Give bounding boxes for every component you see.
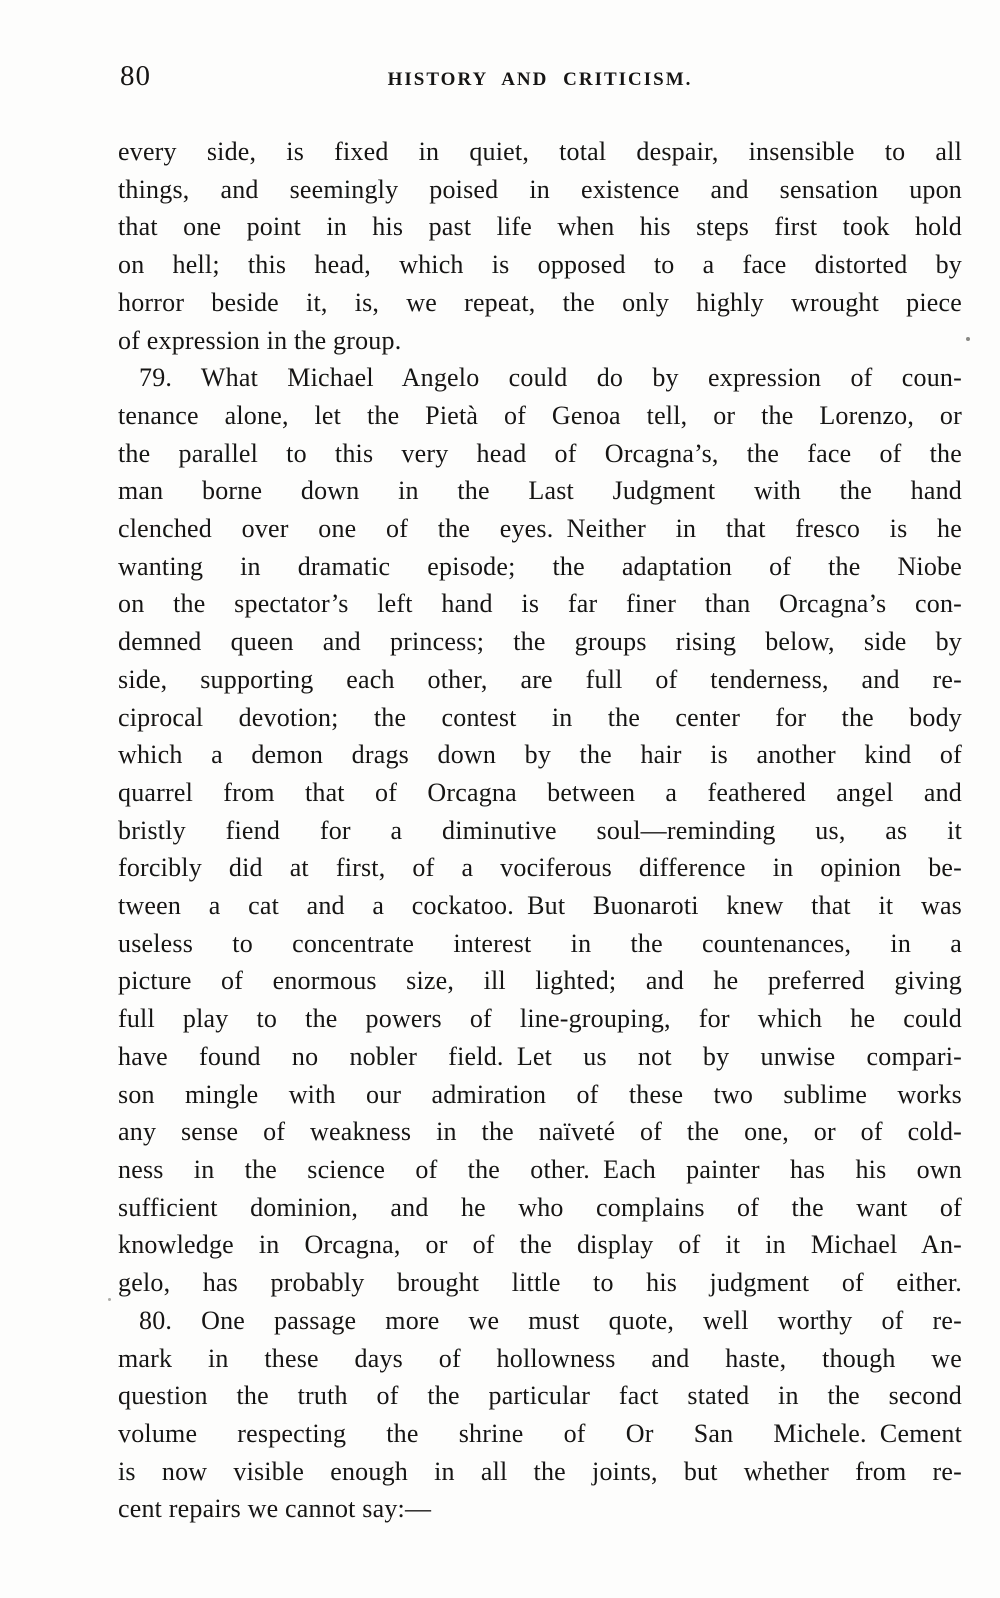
paragraph — [118, 133, 962, 359]
scan-speck — [966, 337, 970, 341]
text-line: son mingle with our admiration of these two sublime works — [118, 1079, 962, 1109]
text-line: on hell; this head, which is opposed to a face distorted by — [118, 250, 962, 280]
text-line: demned queen and princess; the groups rising below, side by — [118, 627, 962, 657]
text-line: man borne down in the Last Judgment with the hand — [118, 476, 962, 506]
text-line: horror beside it, is, we repeat, the only highly wrought piece — [118, 287, 962, 317]
running-head: HISTORY AND CRITICISM. — [387, 69, 693, 90]
text-line: question the truth of the particular fact stated in the second — [118, 1381, 962, 1411]
text-line: which a demon drags down by the hair is another kind of — [118, 740, 962, 770]
text-line: tween a cat and a cockatoo. But Buonaroti knew that it was — [118, 891, 962, 921]
text-line: on the spectator’s left hand is far finer than Orcagna’s con- — [118, 589, 962, 619]
page-number: 80 — [120, 60, 151, 92]
text-line: wanting in dramatic episode; the adaptation of the Niobe — [118, 551, 962, 581]
text-line: that one point in his past life when his steps first took hold — [118, 212, 962, 242]
paragraph — [118, 1302, 962, 1528]
text-line: ciprocal devotion; the contest in the center for the body — [118, 702, 962, 732]
text-line: bristly fiend for a diminutive soul—reminding us, as it — [118, 815, 962, 845]
text-line: forcibly did at first, of a vociferous difference in opinion be- — [118, 853, 962, 883]
text-line: every side, is fixed in quiet, total despair, insensible to all — [118, 137, 962, 166]
text-line: is now visible enough in all the joints, but whether from re- — [118, 1456, 962, 1486]
text-line: useless to concentrate interest in the countenances, in a — [118, 928, 962, 958]
text-line: mark in these days of hollowness and haste, though we — [118, 1343, 962, 1373]
text-block — [118, 133, 962, 1528]
text-line: clenched over one of the eyes. Neither in that fresco is he — [118, 514, 962, 544]
text-line: any sense of weakness in the naïveté of the one, or of cold- — [118, 1117, 962, 1147]
text-line: things, and seemingly poised in existence and sensation upon — [118, 174, 962, 204]
text-line: have found no nobler field. Let us not by unwise compari- — [118, 1041, 962, 1071]
text-line: 79. What Michael Angelo could do by expression of coun- — [139, 363, 962, 393]
text-line: ness in the science of the other. Each painter has his own — [118, 1154, 962, 1184]
text-line: 80. One passage more we must quote, well worthy of re- — [139, 1305, 962, 1335]
scan-speck — [108, 1298, 111, 1301]
text-line: cent repairs we cannot say:— — [118, 1494, 432, 1524]
text-line: of expression in the group. — [118, 325, 402, 355]
page-header — [118, 58, 962, 94]
text-line: quarrel from that of Orcagna between a feathered angel and — [118, 777, 962, 807]
text-line: volume respecting the shrine of Or San Michele. Cement — [118, 1418, 962, 1448]
text-line: full play to the powers of line-grouping, for which he could — [118, 1004, 962, 1034]
text-line: gelo, has probably brought little to his judgment of either. — [118, 1268, 962, 1298]
text-line: tenance alone, let the Pietà of Genoa tell, or the Lorenzo, or — [118, 400, 962, 430]
paragraph — [118, 359, 962, 1302]
text-line: sufficient dominion, and he who complains of the want of — [118, 1192, 962, 1222]
text-line: knowledge in Orcagna, or of the display of it in Michael An- — [118, 1230, 962, 1260]
text-line: the parallel to this very head of Orcagna’s, the face of the — [118, 438, 962, 468]
text-line: picture of enormous size, ill lighted; and he preferred giving — [118, 966, 962, 996]
text-line: side, supporting each other, are full of tenderness, and re- — [118, 664, 962, 694]
